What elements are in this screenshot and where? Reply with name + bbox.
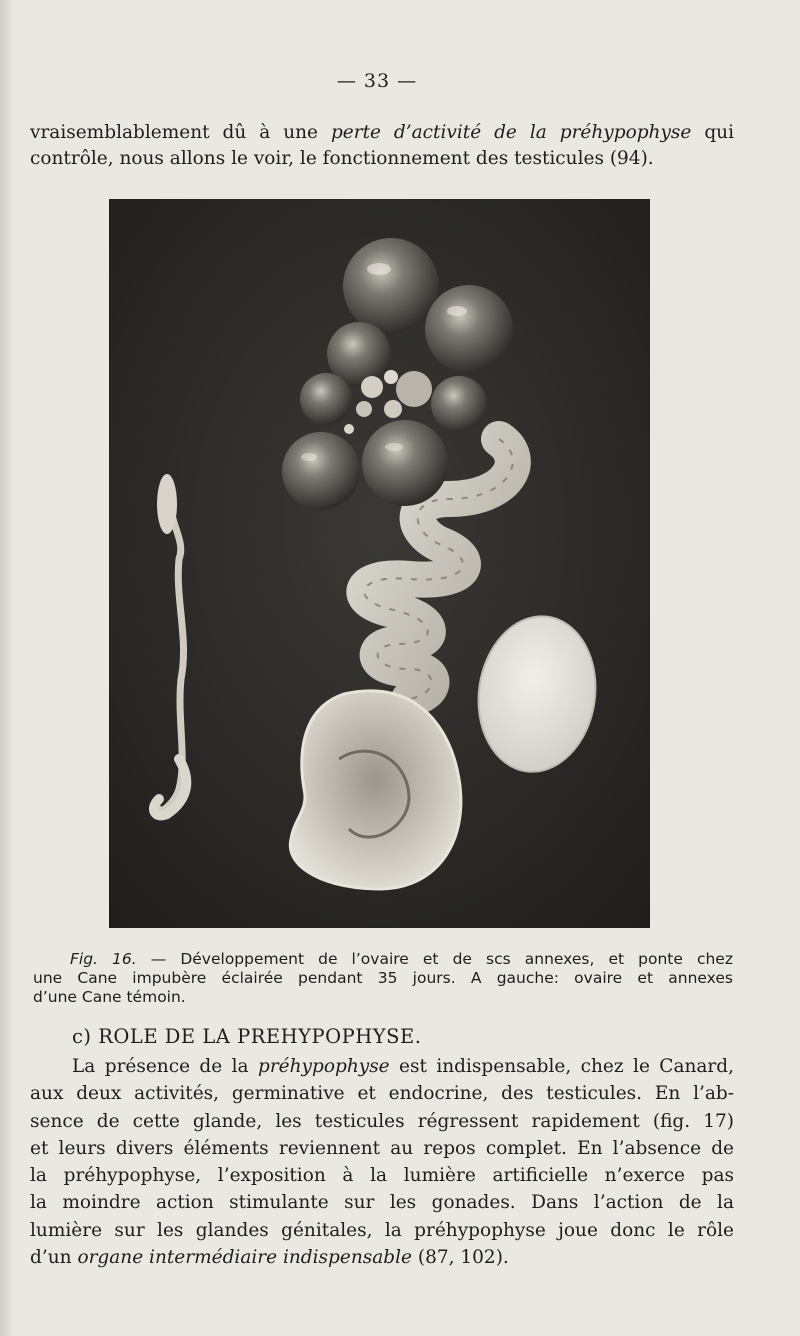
paragraph-line: aux deux activités, germinative et endocrine, des testicules. En l’ab- — [30, 1083, 734, 1105]
paragraph-line: sence de cette glande, les testicules régressent rapidement (fig. 17) — [30, 1110, 734, 1132]
figure-caption — [33, 950, 733, 1007]
paragraph-line: d’un organe intermédiaire indispensable (87, 102). — [30, 1247, 509, 1269]
section-paragraph — [30, 1053, 734, 1271]
paragraph-line: lumière sur les glandes génitales, la préhypophyse joue donc le rôle — [30, 1219, 734, 1241]
figure-label: Fig. 16. — [70, 950, 137, 968]
caption-line: Fig. 16. — Développement de l’ovaire et de scs annexes, et ponte chez — [70, 950, 733, 968]
paragraph-line: la moindre action stimulante sur les gonades. Dans l’action de la — [30, 1192, 734, 1214]
section-heading: c) ROLE DE LA PREHYPOPHYSE. — [72, 1025, 422, 1048]
paragraph-line: et leurs divers éléments reviennent au repos complet. En l’absence de — [30, 1137, 734, 1159]
page-number: — 33 — — [336, 70, 418, 92]
paragraph-line: vraisemblablement dû à une perte d’activité de la préhypophyse qui — [30, 122, 735, 143]
paragraph-line: la préhypophyse, l’exposition à la lumière artificielle n’exerce pas — [30, 1165, 734, 1187]
page-gutter-shadow — [0, 0, 14, 1336]
caption-line: une Cane impubère éclairée pendant 35 jours. A gauche: ovaire et annexes — [33, 969, 733, 987]
top-paragraph — [30, 120, 734, 172]
ovary-photograph — [109, 199, 650, 928]
figure-photograph — [109, 199, 650, 928]
paragraph-line: La présence de la préhypophyse est indispensable, chez le Canard, — [72, 1056, 735, 1077]
caption-line: d’une Cane témoin. — [33, 988, 186, 1006]
paragraph-line: contrôle, nous allons le voir, le fonctionnement des testicules (94). — [30, 148, 654, 169]
